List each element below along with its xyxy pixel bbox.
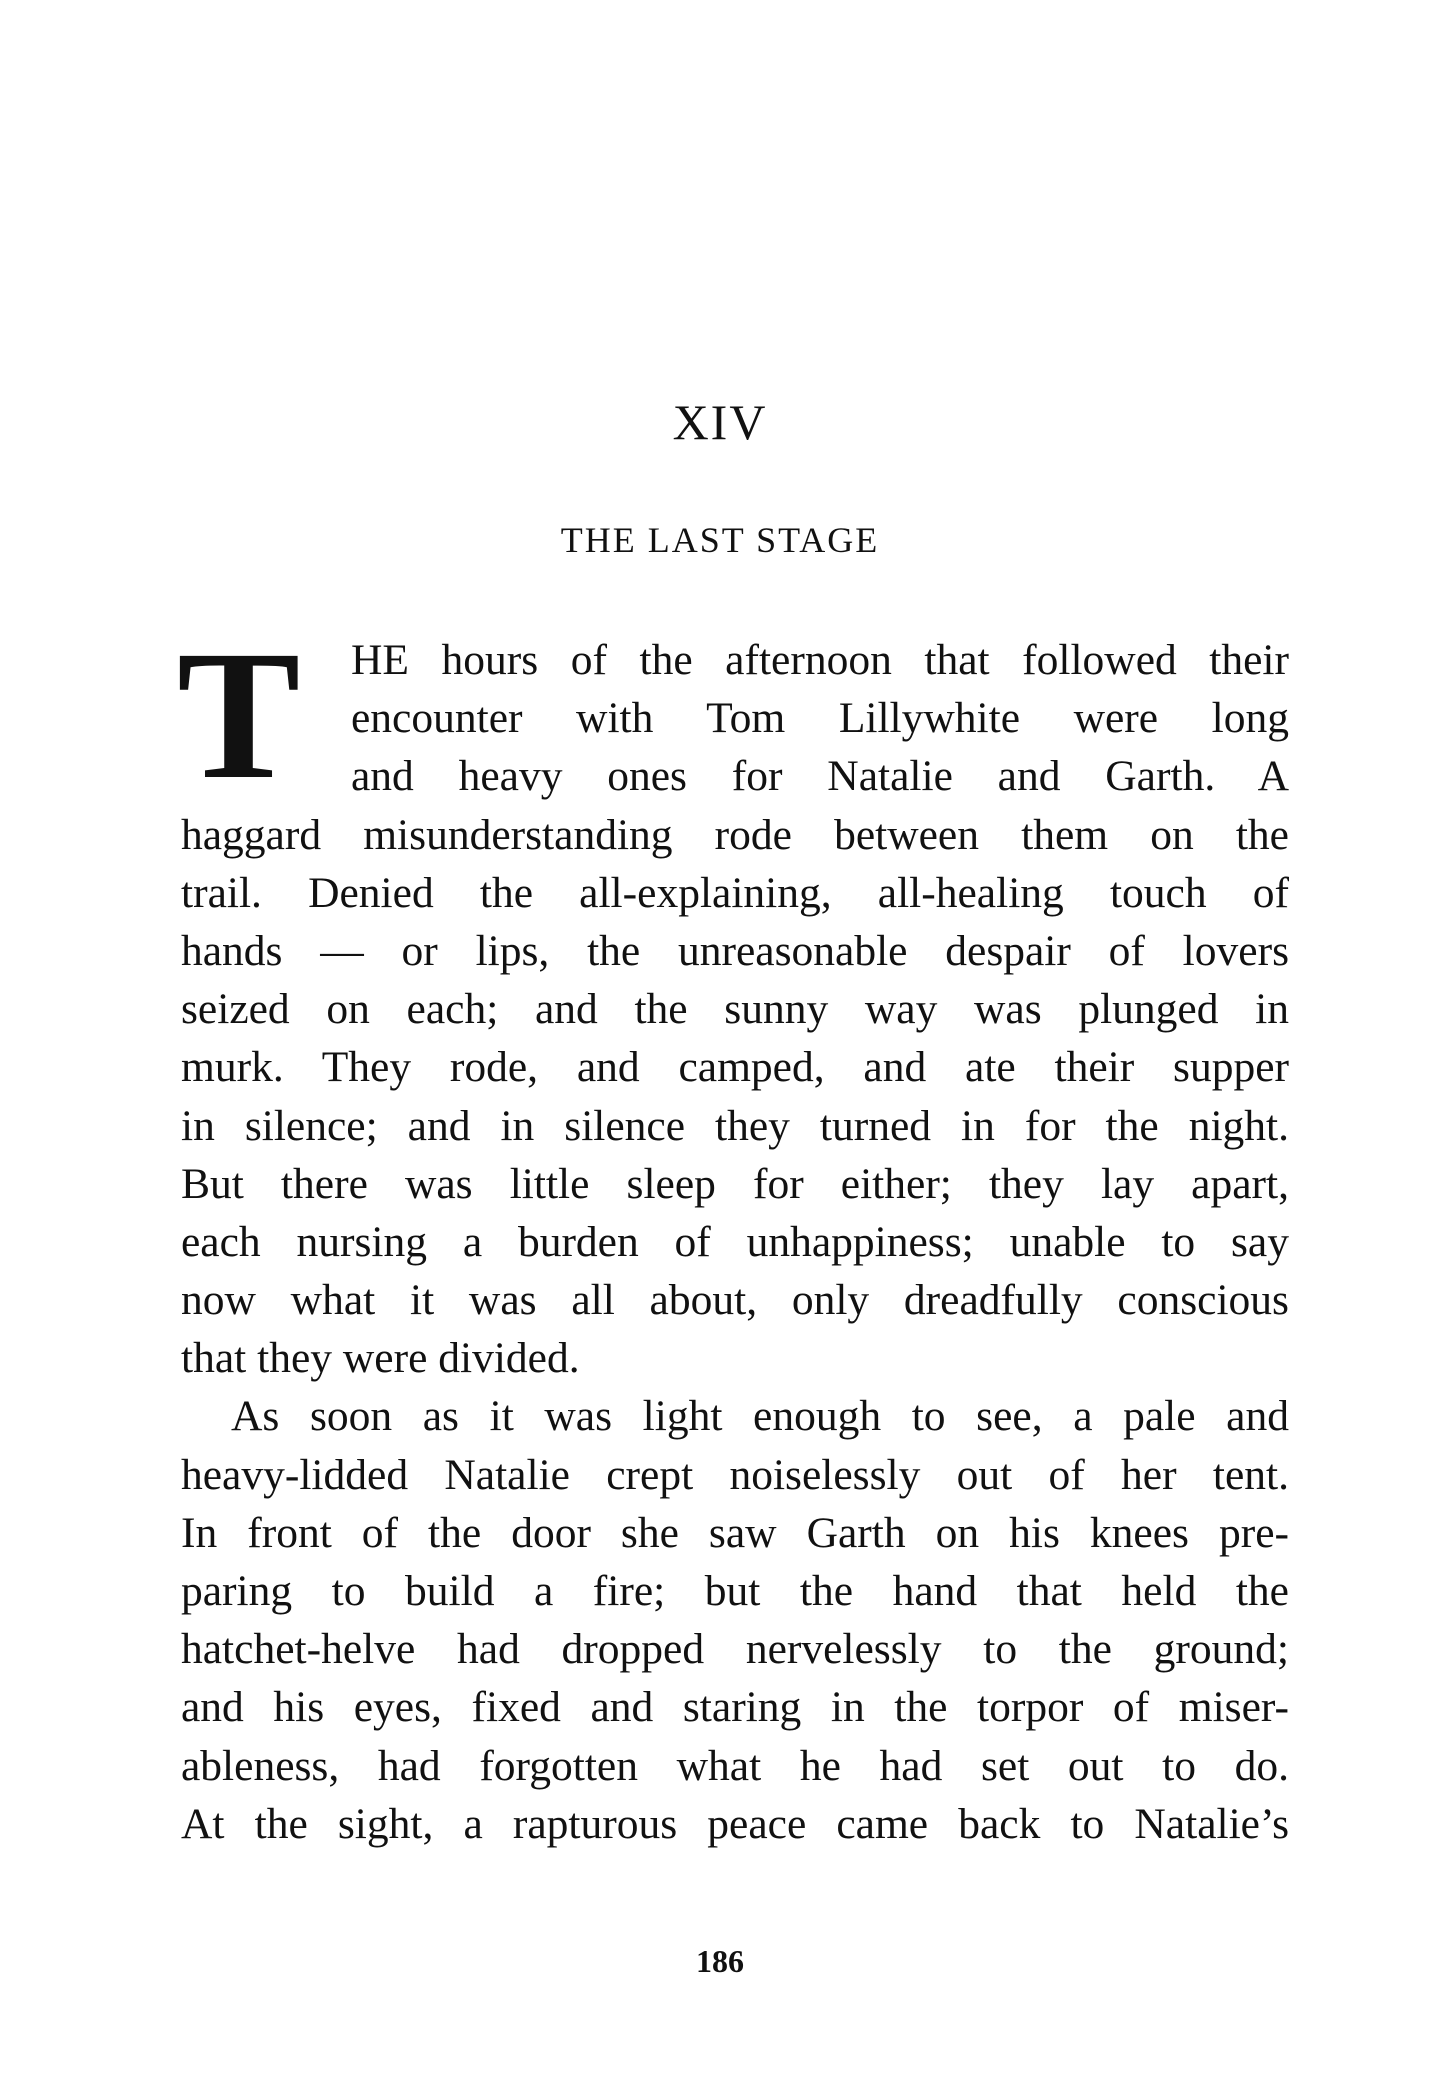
text-line: each nursing a burden of unhappiness; unable to say [181,1217,1289,1266]
text-line: and his eyes, fixed and staring in the torpor of miser- [181,1683,1289,1732]
text-line: HE hours of the afternoon that followed their [351,636,1289,684]
text-line: hatchet-helve had dropped nervelessly to the ground; [181,1625,1289,1674]
text-line: paring to build a fire; but the hand that held the [181,1567,1289,1615]
text-line: As soon as it was light enough to see, a pale and [231,1392,1289,1441]
text-line: ableness, had forgotten what he had set out to do. [181,1741,1289,1790]
text-line: that they were divided. [181,1334,580,1383]
text-line: in silence; and in silence they turned in for the night. [181,1101,1289,1150]
text-line: hands — or lips, the unreasonable despair of lovers [181,926,1289,975]
paragraph-1 [177,613,1289,1387]
text-line: now what it was all about, only dreadfully conscious [181,1276,1289,1325]
drop-cap: T [177,613,301,818]
text-line: and heavy ones for Natalie and Garth. A [351,752,1289,801]
text-line: murk. They rode, and camped, and ate their supper [181,1043,1289,1092]
paragraph-2 [181,1387,1289,1853]
chapter-title: THE LAST STAGE [560,520,880,560]
text-line: encounter with Tom Lillywhite were long [351,694,1289,743]
body-text [177,613,1289,1853]
text-line: At the sight, a rapturous peace came back to Natalie’s [181,1799,1289,1848]
page-number: 186 [696,1943,744,1979]
text-line: heavy-lidded Natalie crept noiselessly out of her tent. [181,1450,1289,1499]
text-line: haggard misunderstanding rode between them on the [181,810,1289,859]
text-line: But there was little sleep for either; they lay apart, [181,1159,1289,1208]
text-line: trail. Denied the all-explaining, all-healing touch of [181,868,1289,917]
text-line: In front of the door she saw Garth on his knees pre- [181,1508,1289,1557]
chapter-number: XIV [672,394,768,450]
text-line: seized on each; and the sunny way was plunged in [181,985,1289,1034]
